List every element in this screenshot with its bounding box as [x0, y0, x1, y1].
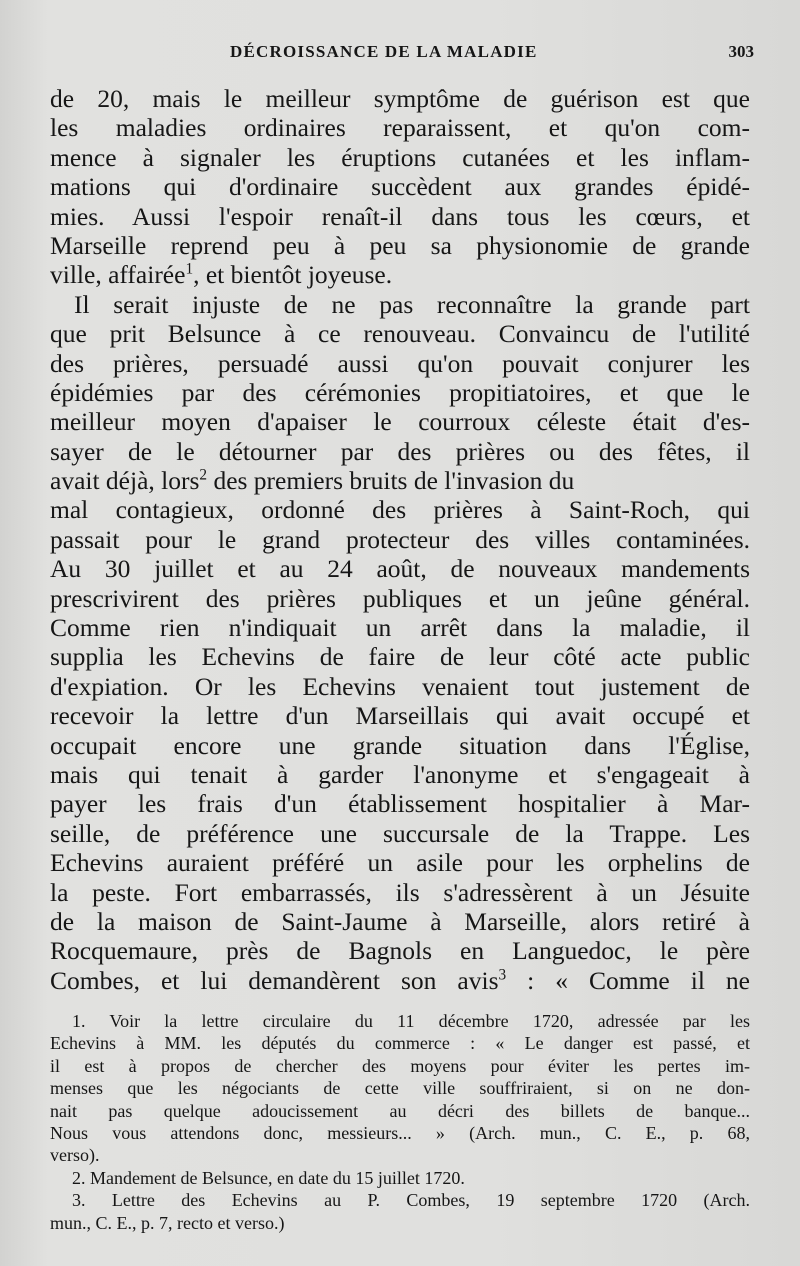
text-fragment: , et bientôt joyeuse.: [193, 260, 393, 290]
text-line: recevoir la lettre d'un Marseillais qui avait occupé et: [50, 701, 750, 731]
text-fragment: ville, affairée: [50, 260, 186, 290]
text-fragment: : « Comme il ne: [506, 965, 750, 995]
text-line: de la maison de Saint-Jaume à Marseille, alors retiré à: [50, 906, 750, 936]
footnote-line: 3. Lettre des Echevins au P. Combes, 19 septembre 1720 (Arch.: [72, 1190, 750, 1211]
footnote-marker: 1: [185, 260, 194, 278]
text-line: Marseille reprend peu à peu sa physionomie de grande: [50, 230, 750, 260]
text-line: sayer de le détourner par des prières ou des fêtes, il: [50, 436, 750, 466]
text-line: [50, 466, 750, 495]
footnote-line: Nous vous attendons donc, messieurs... » (Arch. mun., C. E., p. 68,: [50, 1122, 750, 1143]
text-line: des prières, persuadé aussi qu'on pouvait conjurer les: [50, 348, 750, 378]
text-fragment: avait déjà, lors: [50, 466, 200, 496]
footnote-line: menses que les négociants de cette ville souffriraient, si on ne don-: [50, 1078, 750, 1099]
text-line: passait pour le grand protecteur des villes contaminées.: [50, 524, 750, 554]
text-line: occupait encore une grande situation dans l'Église,: [50, 730, 750, 760]
text-fragment: Combes, et lui demandèrent son avis: [50, 965, 499, 995]
text-line: la peste. Fort embarrassés, ils s'adressèrent à un Jésuite: [50, 877, 750, 907]
text-line: que prit Belsunce à ce renouveau. Convaincu de l'utilité: [50, 319, 750, 349]
text-line: payer les frais d'un établissement hospitalier à Mar-: [50, 789, 750, 819]
footnote-marker: 2: [199, 466, 208, 484]
footnote-line: mun., C. E., p. 7, recto et verso.): [50, 1212, 285, 1233]
text-line: mal contagieux, ordonné des prières à Saint-Roch, qui: [50, 495, 750, 525]
text-line: seille, de préférence une succursale de la Trappe. Les: [50, 818, 750, 848]
main-text: [50, 84, 750, 995]
text-line: Comme rien n'indiquait un arrêt dans la maladie, il: [50, 613, 750, 643]
text-line: Echevins auraient préféré un asile pour les orphelins de: [50, 848, 750, 878]
footnote-line: 2. Mandement de Belsunce, en date du 15 juillet 1720.: [72, 1167, 465, 1188]
text-line: d'expiation. Or les Echevins venaient tout justement de: [50, 671, 750, 701]
text-line: épidémies par des cérémonies propitiatoires, et que le: [50, 377, 750, 407]
text-line: mies. Aussi l'espoir renaît-il dans tous les cœurs, et: [50, 201, 750, 231]
text-line: Au 30 juillet et au 24 août, de nouveaux mandements: [50, 554, 750, 584]
running-title: DÉCROISSANCE DE LA MALADIE: [230, 42, 538, 61]
text-line: mence à signaler les éruptions cutanées et les inflam-: [50, 142, 750, 172]
footnote-line: 1. Voir la lettre circulaire du 11 décembre 1720, adressée par les: [72, 1011, 750, 1031]
page-header: [50, 42, 754, 66]
text-line: les maladies ordinaires reparaissent, et qu'on com-: [50, 113, 750, 143]
text-line: Il serait injuste de ne pas reconnaître la grande part: [74, 289, 750, 319]
footnote-marker: 3: [498, 966, 507, 984]
text-line: Rocquemaure, près de Bagnols en Languedoc, le père: [50, 936, 750, 966]
text-line: [50, 966, 750, 995]
footnote-line: verso).: [50, 1145, 100, 1166]
text-line: mations qui d'ordinaire succèdent aux grandes épidé-: [50, 172, 750, 202]
text-line: meilleur moyen d'apaiser le courroux céleste était d'es-: [50, 407, 750, 437]
text-line: de 20, mais le meilleur symptôme de guérison est que: [50, 84, 750, 113]
text-line: supplia les Echevins de faire de leur côté acte public: [50, 642, 750, 672]
text-fragment: des premiers bruits de l'invasion du: [207, 466, 575, 496]
footnotes: [50, 1010, 750, 1234]
footnote-line: Echevins à MM. les députés du commerce : « Le danger est passé, et: [50, 1033, 750, 1054]
footnote-line: nait pas quelque adoucissement au décri des billets de banque...: [50, 1100, 750, 1121]
text-line: prescrivirent des prières publiques et un jeûne général.: [50, 583, 750, 613]
text-line: [50, 260, 750, 289]
footnote-line: il est à propos de chercher des moyens pour éviter les pertes im-: [50, 1055, 750, 1076]
page-number: 303: [728, 42, 754, 61]
text-line: mais qui tenait à garder l'anonyme et s'engageait à: [50, 759, 750, 789]
